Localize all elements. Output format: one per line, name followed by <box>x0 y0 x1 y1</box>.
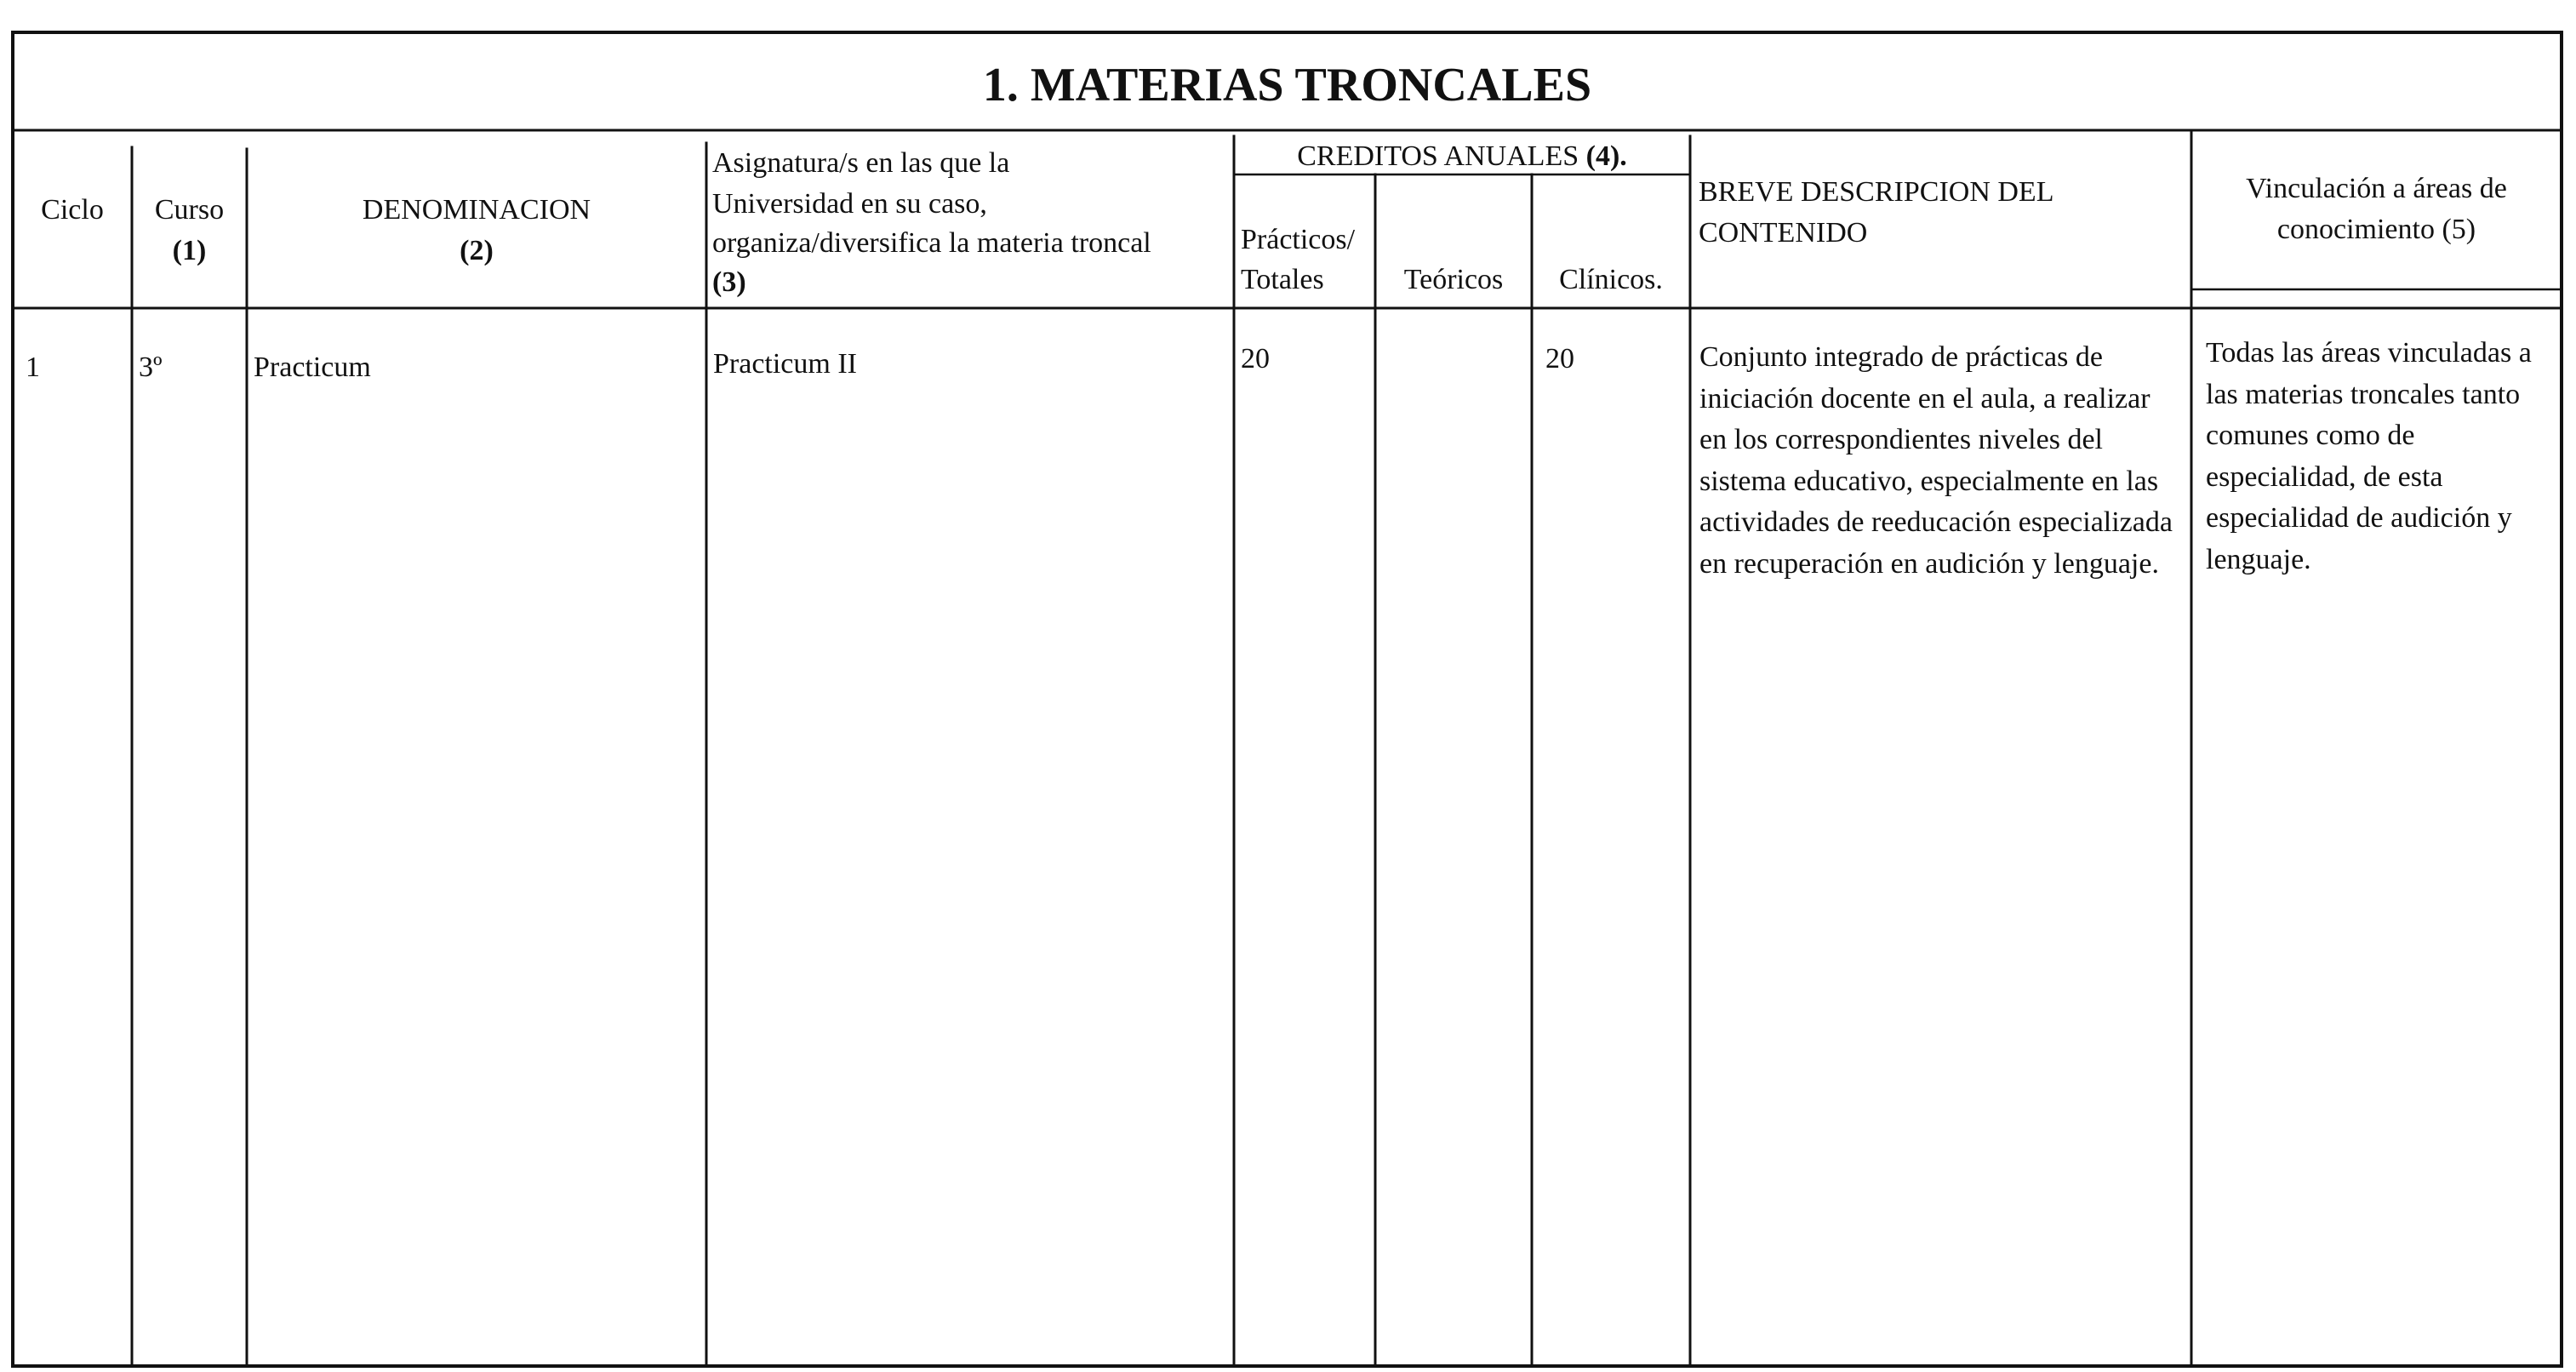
header-practicos-line2: Totales <box>1241 264 1324 295</box>
cell-vinculacion: Todas las áreas vinculadas a las materias troncales tanto comunes como de especialidad, de esta especialidad de audición y lenguaje. <box>2206 337 2532 575</box>
header-breve-line2: CONTENIDO <box>1699 217 1868 249</box>
header-asignatura-line2: Universidad en su caso, <box>712 188 987 220</box>
header-denominacion-note: (2) <box>460 235 494 266</box>
cell-asignatura: Practicum II <box>713 348 857 380</box>
header-breve-line1: BREVE DESCRIPCION DEL <box>1699 176 2054 208</box>
header-vinculacion-line2: conocimiento (5) <box>2276 214 2476 245</box>
cell-ciclo: 1 <box>26 352 40 383</box>
header-asignatura-line3: organiza/diversifica la materia troncal <box>712 227 1151 259</box>
header-vinculacion-line1: Vinculación a áreas de <box>2246 173 2507 204</box>
header-asignatura-line1: Asignatura/s en las que la <box>712 147 1010 179</box>
header-creditos <box>1234 136 1690 177</box>
header-creditos-label: CREDITOS ANUALES <box>1297 140 1579 172</box>
header-asignatura-note: (3) <box>712 266 746 298</box>
cell-curso: 3º <box>139 352 163 383</box>
header-denominacion: DENOMINACION <box>362 194 591 226</box>
cell-clinicos: 20 <box>1545 343 1574 374</box>
cell-totales: 20 <box>1241 343 1270 374</box>
header-teoricos: Teóricos <box>1403 264 1504 295</box>
header-creditos-note: (4). <box>1585 140 1627 172</box>
header-practicos-line1: Prácticos/ <box>1241 224 1356 255</box>
header-clinicos: Clínicos. <box>1559 264 1663 295</box>
cell-denominacion: Practicum <box>254 352 371 383</box>
section-title: 1. MATERIAS TRONCALES <box>982 59 1592 111</box>
header-ciclo: Ciclo <box>41 194 104 226</box>
cell-descripcion: Conjunto integrado de prácticas de iniciación docente en el aula, a realizar en los correspondientes niveles del sistema educativo, especialmente en las actividades de reeducación especializada en recuperación en audición y lenguaje. <box>1699 341 2173 580</box>
header-curso: Curso <box>154 194 225 226</box>
header-curso-note: (1) <box>172 235 207 266</box>
